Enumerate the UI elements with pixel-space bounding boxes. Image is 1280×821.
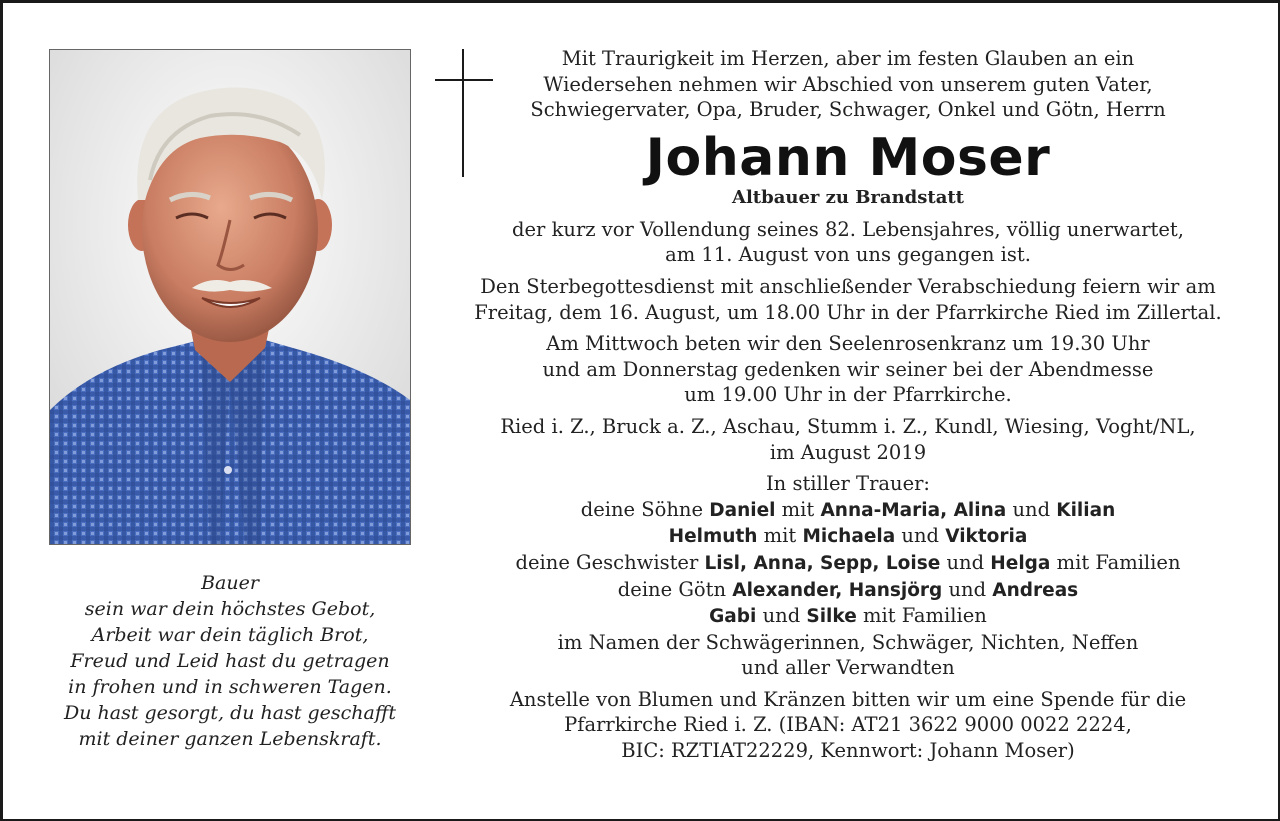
death-line: der kurz vor Vollendung seines 82. Lebensjahres, völlig unerwartet, bbox=[512, 217, 1184, 241]
rosary-line: und am Donnerstag gedenken wir seiner bei der Abendmesse bbox=[542, 357, 1154, 381]
mourners-godchildren: deine Götn Alexander, Hansjörg und Andreas bbox=[617, 577, 1079, 601]
deceased-title: Altbauer zu Brandstatt bbox=[731, 186, 964, 208]
death-line: am 11. August von uns gegangen ist. bbox=[665, 243, 1031, 267]
portrait-photo bbox=[49, 49, 411, 545]
mourners-others: und aller Verwandten bbox=[741, 656, 955, 680]
poem-line: sein war dein höchstes Gebot, bbox=[84, 598, 376, 620]
poem-line: Freud und Leid hast du getragen bbox=[70, 650, 390, 672]
deceased-name: Johann Moser bbox=[645, 127, 1051, 188]
rosary-line: um 19.00 Uhr in der Pfarrkirche. bbox=[684, 383, 1012, 407]
donation-line: Pfarrkirche Ried i. Z. (IBAN: AT21 3622 9000 0022 2224, bbox=[564, 713, 1132, 737]
place-date-line: im August 2019 bbox=[769, 440, 927, 464]
mourners-others: im Namen der Schwägerinnen, Schwäger, Nichten, Neffen bbox=[557, 630, 1139, 654]
notice-text bbox=[453, 46, 1243, 764]
intro-line: Wiedersehen nehmen wir Abschied von unserem guten Vater, bbox=[543, 72, 1153, 96]
mourners-gabi: Gabi und Silke mit Familien bbox=[709, 604, 987, 628]
service-line: Den Sterbegottesdienst mit anschließender Verabschiedung feiern wir am bbox=[480, 274, 1216, 298]
intro-line: Mit Traurigkeit im Herzen, aber im festen Glauben an ein bbox=[561, 47, 1135, 70]
service-line: Freitag, dem 16. August, um 18.00 Uhr in der Pfarrkirche Ried im Zillertal. bbox=[474, 300, 1222, 324]
intro-line: Schwiegervater, Opa, Bruder, Schwager, Onkel und Götn, Herrn bbox=[530, 98, 1166, 122]
poem-line: in frohen und in schweren Tagen. bbox=[68, 676, 392, 698]
memorial-poem bbox=[49, 570, 411, 752]
place-line: Ried i. Z., Bruck a. Z., Aschau, Stumm i. Z., Kundl, Wiesing, Voght/NL, bbox=[500, 414, 1196, 438]
rosary-line: Am Mittwoch beten wir den Seelenrosenkranz um 19.30 Uhr bbox=[546, 332, 1150, 356]
mourners-helmuth: Helmuth mit Michaela und Viktoria bbox=[668, 524, 1028, 548]
poem-line: Du hast gesorgt, du hast geschafft bbox=[64, 702, 396, 724]
mourners-sons: deine Söhne Daniel mit Anna-Maria, Alina und Kilian bbox=[580, 497, 1116, 521]
poem-line: Arbeit war dein täglich Brot, bbox=[91, 624, 369, 646]
mourners-heading: In stiller Trauer: bbox=[765, 472, 931, 496]
poem-line: mit deiner ganzen Lebenskraft. bbox=[78, 728, 382, 750]
donation-line: Anstelle von Blumen und Kränzen bitten wir um eine Spende für die bbox=[509, 687, 1187, 711]
poem-line: Bauer bbox=[201, 572, 259, 594]
donation-line: BIC: RZTIAT22229, Kennwort: Johann Moser) bbox=[621, 739, 1075, 763]
mourners-siblings: deine Geschwister Lisl, Anna, Sepp, Loise und Helga mit Familien bbox=[515, 550, 1181, 574]
